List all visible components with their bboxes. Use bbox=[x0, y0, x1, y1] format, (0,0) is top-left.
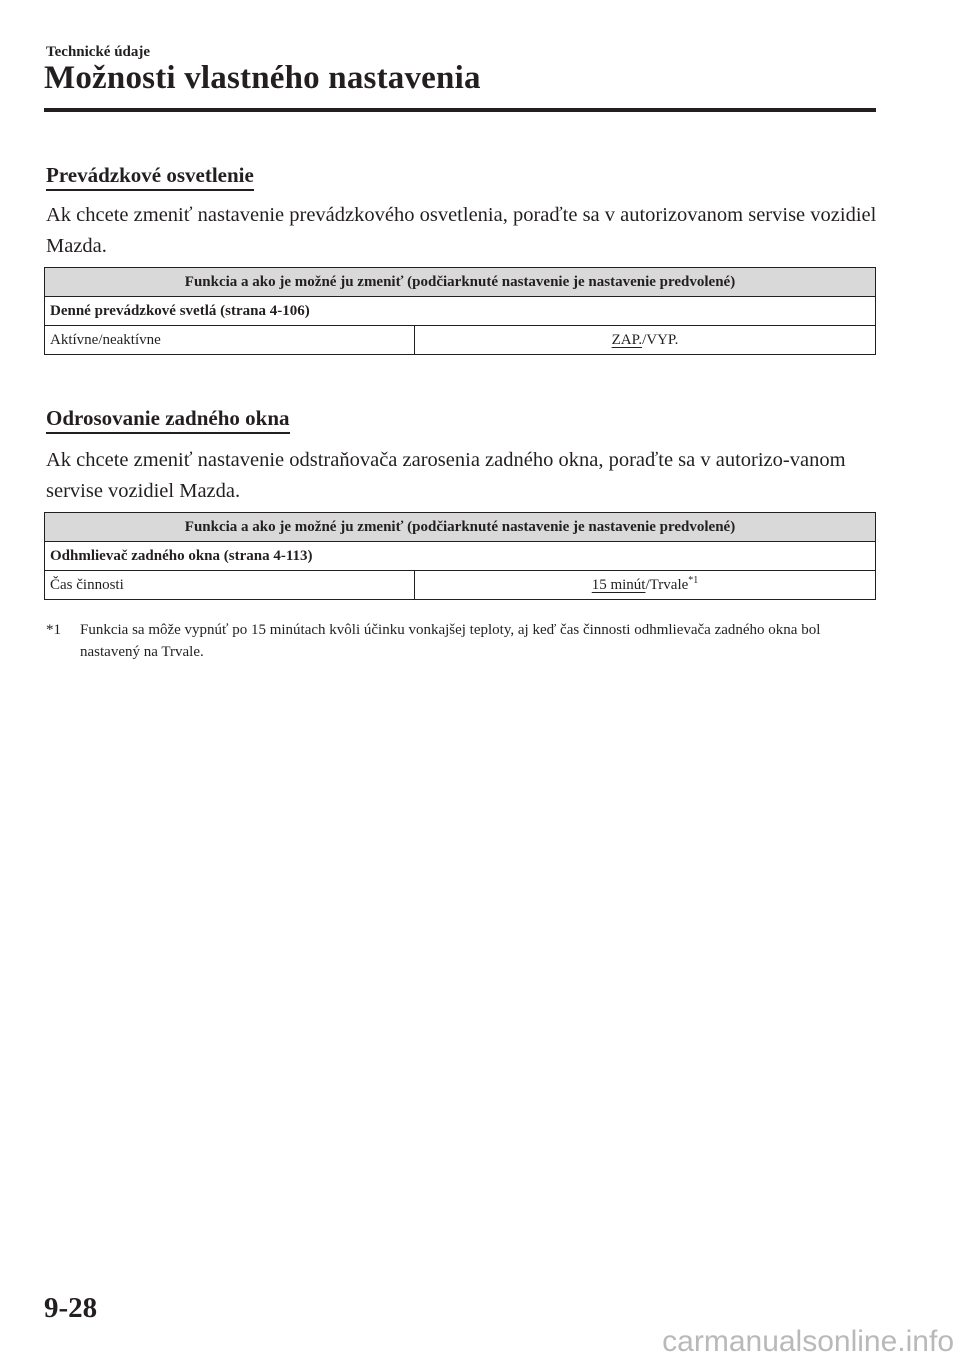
table-subheader: Odhmlievač zadného okna (strana 4-113) bbox=[45, 542, 876, 571]
section-heading-defogger: Odrosovanie zadného okna bbox=[46, 406, 290, 434]
other-values: /VYP. bbox=[642, 331, 679, 348]
table-row-label: Aktívne/neaktívne bbox=[45, 326, 415, 355]
section-paragraph-defogger: Ak chcete zmeniť nastavenie odstraňovača zarosenia zadného okna, poraďte sa v autorizo-vanom servise vozidiel Mazda. bbox=[46, 449, 846, 502]
default-value: ZAP. bbox=[611, 331, 643, 348]
settings-table-defogger bbox=[44, 512, 876, 600]
footnote bbox=[46, 619, 866, 663]
other-values: /Trvale bbox=[645, 576, 689, 593]
section-paragraph-lighting: Ak chcete zmeniť nastavenie prevádzkového osvetlenia, poraďte sa v autorizovanom servise vozidiel Mazda. bbox=[46, 204, 877, 257]
footnote-ref: *1 bbox=[688, 574, 699, 586]
table-header: Funkcia a ako je možné ju zmeniť (podčiarknuté nastavenie je nastavenie predvolené) bbox=[45, 513, 876, 542]
table-row-value bbox=[415, 571, 876, 600]
table-row-value bbox=[415, 326, 876, 355]
page-title: Možnosti vlastného nastavenia bbox=[44, 60, 481, 96]
table-header: Funkcia a ako je možné ju zmeniť (podčiarknuté nastavenie je nastavenie predvolené) bbox=[45, 268, 876, 297]
footnote-mark: *1 bbox=[46, 622, 61, 638]
settings-table-lighting bbox=[44, 267, 876, 355]
page-number: 9-28 bbox=[44, 1292, 98, 1324]
table-subheader: Denné prevádzkové svetlá (strana 4-106) bbox=[45, 297, 876, 326]
default-value: 15 minút bbox=[591, 576, 646, 593]
footnote-text: Funkcia sa môže vypnúť po 15 minútach kvôli účinku vonkajšej teploty, aj keď čas činnosti odhmlievača zadného okna bol nastavený na Trvale. bbox=[80, 622, 821, 660]
table-row bbox=[45, 571, 876, 600]
title-rule bbox=[44, 108, 876, 112]
chapter-label: Technické údaje bbox=[46, 44, 151, 60]
table-row-label: Čas činnosti bbox=[45, 571, 415, 600]
section-heading-lighting: Prevádzkové osvetlenie bbox=[46, 163, 254, 191]
table-row bbox=[45, 326, 876, 355]
watermark: carmanualsonline.info bbox=[662, 1325, 954, 1358]
